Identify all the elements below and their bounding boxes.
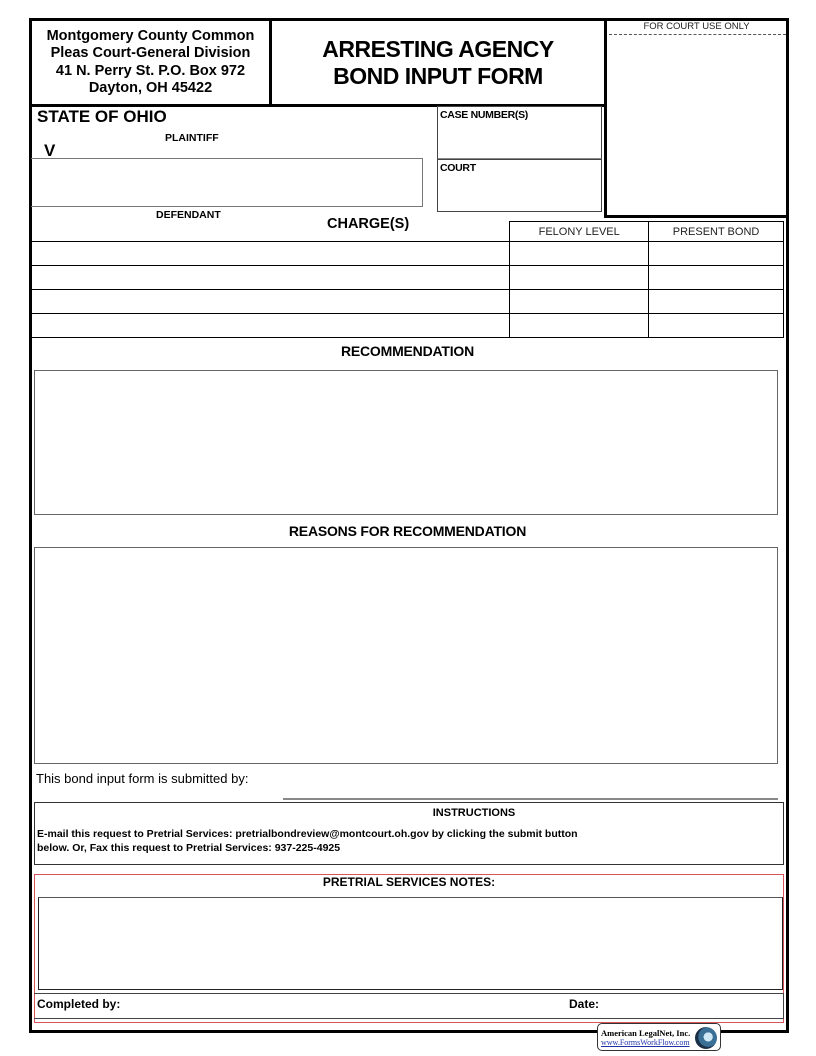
reasons-title: REASONS FOR RECOMMENDATION [288, 523, 527, 539]
plaintiff-label: PLAINTIFF [165, 132, 219, 144]
dashed-divider [609, 34, 786, 35]
table-row [32, 242, 784, 266]
defendant-label: DEFENDANT [156, 209, 221, 221]
court-use-label: FOR COURT USE ONLY [643, 21, 750, 32]
court-line: 41 N. Perry St. P.O. Box 972 [55, 62, 246, 79]
court-label: COURT [440, 162, 476, 174]
table-row [32, 266, 784, 290]
felony-level-input[interactable] [510, 242, 649, 266]
court-line: Dayton, OH 45422 [88, 80, 213, 96]
case-number-label: CASE NUMBER(S) [440, 109, 528, 121]
charges-header-row [32, 222, 784, 242]
date-label: Date: [569, 997, 600, 1011]
present-bond-header: PRESENT BOND [649, 222, 784, 242]
badge-company: American LegalNet, Inc. [601, 1028, 691, 1038]
court-line: Montgomery County Common [46, 27, 255, 44]
case-number-input[interactable] [437, 106, 602, 160]
charge-input[interactable] [32, 290, 510, 314]
table-row [32, 314, 784, 338]
instructions-box [34, 802, 784, 865]
present-bond-input[interactable] [649, 314, 784, 338]
pretrial-notes-input[interactable] [38, 897, 783, 990]
versus-label: V [44, 141, 56, 160]
felony-level-header: FELONY LEVEL [510, 222, 649, 242]
completed-by-row[interactable] [34, 993, 784, 1019]
completed-by-label: Completed by: [37, 997, 121, 1011]
submitted-by-input[interactable] [283, 798, 778, 800]
felony-level-input[interactable] [510, 290, 649, 314]
court-line: Pleas Court-General Division [50, 45, 251, 61]
instructions-line: E-mail this request to Pretrial Services: pretrialbondreview@montcourt.oh.gov by clicking the submit button [37, 828, 578, 840]
defendant-input[interactable] [31, 158, 423, 207]
recommendation-title: RECOMMENDATION [340, 343, 475, 359]
present-bond-input[interactable] [649, 290, 784, 314]
charge-input[interactable] [32, 242, 510, 266]
globe-logo-icon [695, 1027, 717, 1049]
charge-input[interactable] [32, 266, 510, 290]
court-use-only-box [604, 18, 789, 218]
form-title-line: BOND INPUT FORM [333, 62, 543, 89]
felony-level-input[interactable] [510, 266, 649, 290]
charge-input[interactable] [32, 314, 510, 338]
instructions-text [37, 827, 578, 855]
charge-column-header [32, 222, 510, 242]
recommendation-input[interactable] [34, 370, 778, 515]
form-title-line: ARRESTING AGENCY [322, 35, 554, 62]
legalnet-badge[interactable] [597, 1023, 721, 1051]
badge-website-link[interactable]: www.FormsWorkFlow.com [601, 1038, 690, 1047]
court-input[interactable] [437, 159, 602, 212]
felony-level-input[interactable] [510, 314, 649, 338]
plaintiff-name: STATE OF OHIO [37, 107, 167, 126]
court-address-box [29, 18, 271, 107]
table-row [32, 290, 784, 314]
form-title-box [269, 18, 607, 107]
instructions-title: INSTRUCTIONS [432, 807, 516, 819]
charges-title: CHARGE(S) [327, 216, 410, 232]
submitted-by-label: This bond input form is submitted by: [36, 771, 249, 786]
instructions-line: below. Or, Fax this request to Pretrial Services: 937-225-4925 [37, 842, 341, 854]
reasons-input[interactable] [34, 547, 778, 764]
present-bond-input[interactable] [649, 266, 784, 290]
pretrial-notes-title: PRETRIAL SERVICES NOTES: [322, 875, 496, 889]
charges-table [31, 221, 784, 338]
present-bond-input[interactable] [649, 242, 784, 266]
